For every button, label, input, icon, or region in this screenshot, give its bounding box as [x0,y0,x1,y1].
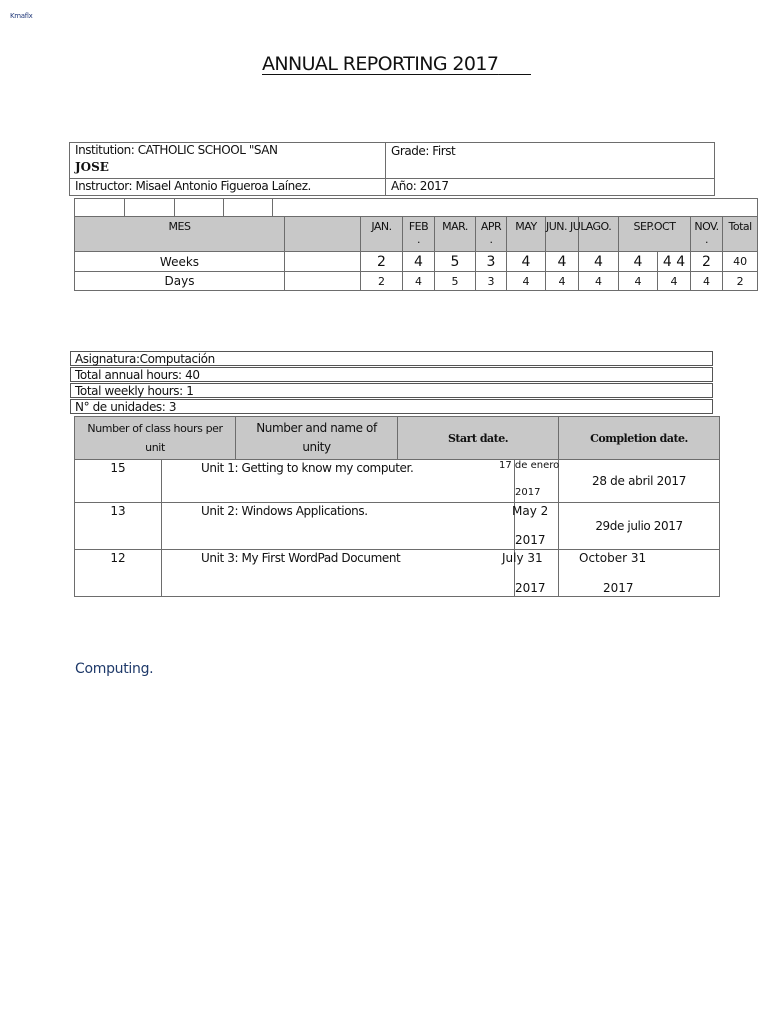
days-value: 4 [579,272,619,291]
empty-header-cell [285,217,361,252]
mes-header: MES [75,217,285,252]
month-label: SEP.OCT [633,220,676,233]
name-header-line1: Number and name of [256,421,377,435]
hours-header [75,417,236,460]
grade-cell [386,143,715,179]
month-label: APR [480,220,502,233]
weeks-value: 4 [579,252,619,272]
year-label: Año: 2017 [391,179,449,193]
completion-header: Completion date. [559,417,720,460]
weeks-value: 4 [403,252,435,272]
unit-start [512,503,559,550]
table-row [75,503,720,550]
days-value: 3 [476,272,507,291]
name-header [236,417,398,460]
unit-start-line1: July 31 [502,551,543,565]
days-value: 4 [546,272,579,291]
unit-hours: 13 [75,503,162,550]
month-header [361,217,403,252]
name-header-line2: unity [302,440,331,454]
month-label: JAN. [371,220,392,233]
days-value: 2 [361,272,403,291]
unit-hours: 15 [75,460,162,503]
unit-start-line2: 2017 [515,487,541,498]
instructor-label: Instructor: Misael Antonio Figueroa Laínez. [75,179,311,193]
weeks-row [75,252,758,272]
unit-end-line1: 28 de abril 2017 [592,474,687,488]
days-value: 4 [619,272,658,291]
year-cell [386,179,715,196]
hours-header-line2: unit [145,441,165,454]
page-title-text: ANNUAL REPORTING 2017 [262,53,499,75]
institution-label: Institution: CATHOLIC SCHOOL "SAN [75,143,278,157]
weeks-value: 5 [435,252,476,272]
months-table [74,198,758,291]
month-header [691,217,723,252]
units-count-line: N° de unidades: 3 [70,399,713,414]
total-header [723,217,758,252]
unit-end-line2: 2017 [603,581,634,595]
month-dot: . [417,233,420,246]
hours-header-line1: Number of class hours per [87,422,223,435]
days-value: 5 [435,272,476,291]
annual-hours-line: Total annual hours: 40 [70,367,713,382]
footer-note: Computing. [75,661,154,677]
unit-start-line2: 2017 [515,533,546,547]
days-value: 2 [723,272,758,291]
weeks-value: 4 [619,252,658,272]
institution-cell [70,143,386,179]
weeks-value: 2 [691,252,723,272]
days-label: Days [75,272,285,291]
days-value: 4 [403,272,435,291]
empty-cell [285,252,361,272]
month-label: MAY [515,220,537,233]
month-label: JUN. JUL [546,220,586,233]
unit-name: Unit 3: My First WordPad Document [162,550,515,597]
unit-start-line1: May 2 [512,504,549,518]
empty-cell [125,199,175,217]
institution-name-cont: JOSE [75,160,109,174]
unit-end-line1: 29de julio 2017 [595,519,683,533]
weeks-total: 40 [723,252,758,272]
month-dot: . [705,233,708,246]
month-label: AGO. [585,220,612,233]
month-header [476,217,507,252]
unit-name: Unit 2: Windows Applications. [162,503,515,550]
grade-label: Grade: First [391,144,456,158]
unit-end [559,550,720,597]
unit-start [499,460,560,503]
start-header: Start date. [398,417,559,460]
days-value: 4 [658,272,691,291]
table-row [75,460,720,503]
weeks-value: 4 4 [658,252,691,272]
unit-hours: 12 [75,550,162,597]
empty-cell [75,199,125,217]
months-header-row [75,217,758,252]
days-row [75,272,758,291]
unit-start [502,550,559,597]
instructor-cell [70,179,386,196]
table-row [75,550,720,597]
units-table [74,416,720,597]
empty-cell [175,199,224,217]
unit-end [559,460,720,503]
page-title [262,53,531,75]
weeks-value: 4 [546,252,579,272]
empty-cell [285,272,361,291]
unit-end-line1: October 31 [579,551,647,565]
month-label: NOV. [694,220,719,233]
subject-line: Asignatura:Computación [70,351,713,366]
weeks-label: Weeks [75,252,285,272]
unit-end [559,503,720,550]
corner-mark: Kmaflx [10,12,33,20]
weeks-value: 2 [361,252,403,272]
days-value: 4 [507,272,546,291]
empty-cell [224,199,273,217]
units-header-row [75,417,720,460]
weekly-hours-line: Total weekly hours: 1 [70,383,713,398]
weeks-value: 3 [476,252,507,272]
institution-info-table [69,142,715,196]
empty-cell [273,199,758,217]
month-header [619,217,691,252]
month-dot: . [489,233,493,246]
total-label: Total [728,220,752,233]
days-value: 4 [691,272,723,291]
month-header [546,217,586,252]
month-label: FEB [408,220,429,233]
months-top-row [75,199,758,217]
month-header [507,217,546,252]
month-header [435,217,476,252]
unit-start-line1: 17 de enero [499,460,560,471]
month-header [403,217,435,252]
unit-start-line2: 2017 [515,581,546,595]
unit-name: Unit 1: Getting to know my computer. [162,460,515,503]
month-label: MAR. [442,220,468,233]
weeks-value: 4 [507,252,546,272]
